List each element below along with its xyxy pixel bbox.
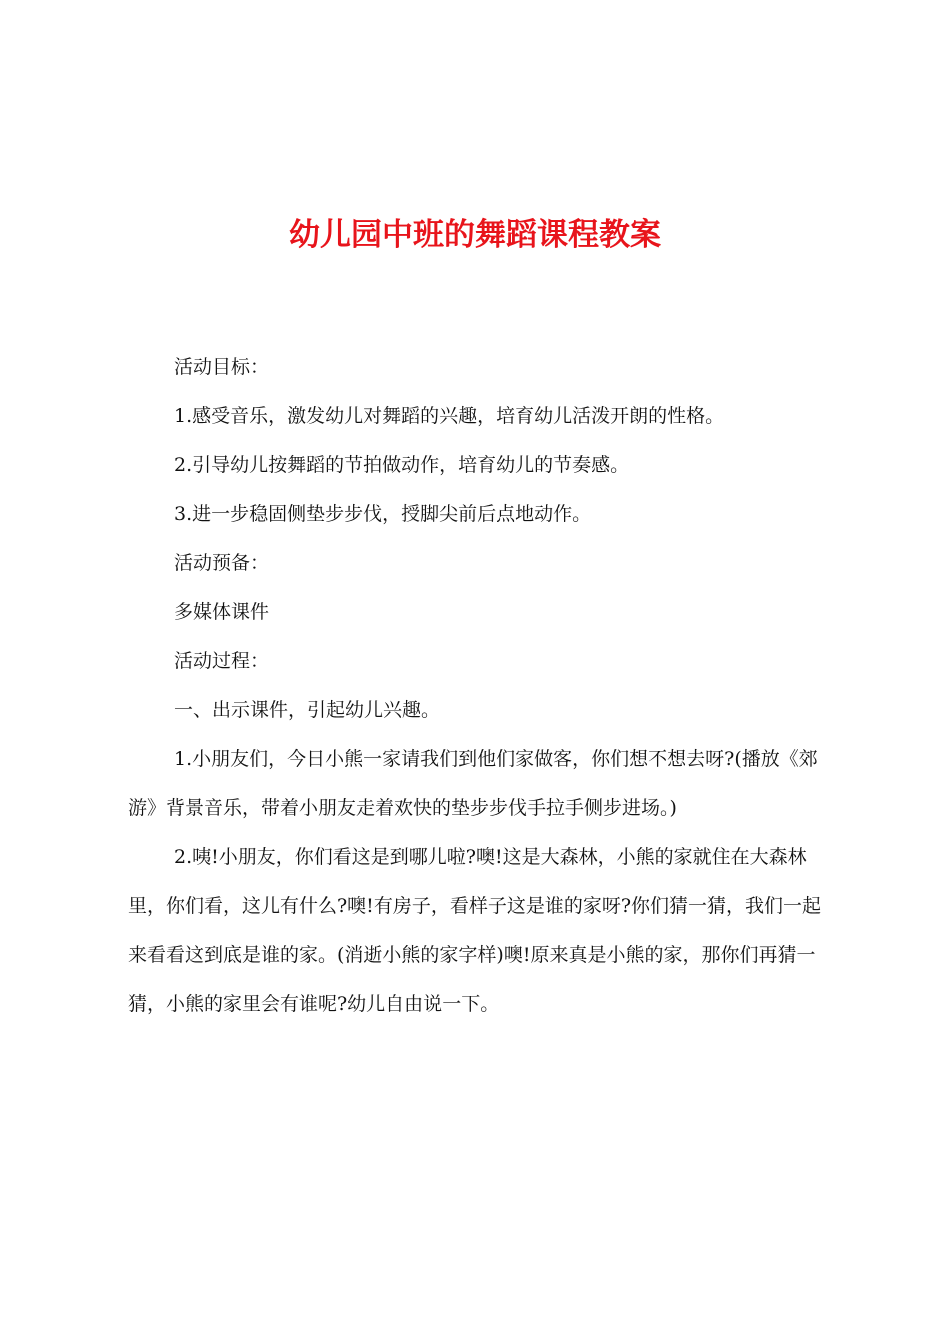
paragraph-section-heading-preparation: 活动预备： bbox=[174, 552, 270, 574]
paragraph-section-heading-goals: 活动目标： bbox=[174, 356, 270, 378]
paragraph-preparation-item: 多媒体课件 bbox=[174, 601, 270, 623]
paragraph-process-step-1: 1.小朋友们，今日小熊一家请我们到他们家做客，你们想不想去呀?(播放《郊游》背景音乐，带着小朋友走着欢快的垫步步伐手拉手侧步进场。) bbox=[128, 748, 818, 819]
paragraph-process-step-2: 2.咦!小朋友，你们看这是到哪儿啦?噢!这是大森林，小熊的家就住在大森林里，你们看，这儿有什么?噢!有房子，看样子这是谁的家呀?你们猜一猜，我们一起来看看这到底是谁的家。(消逝小熊的家字样)噢!原来真是小熊的家，那你们再猜一猜，小熊的家里会有谁呢?幼儿自由说一下。 bbox=[128, 846, 822, 1015]
document-title: 幼儿园中班的舞蹈课程教案 bbox=[289, 217, 661, 253]
paragraph-goal-1: 1.感受音乐，激发幼儿对舞蹈的兴趣，培育幼儿活泼开朗的性格。 bbox=[174, 405, 725, 427]
paragraph-goal-3: 3.进一步稳固侧垫步步伐，授脚尖前后点地动作。 bbox=[174, 503, 592, 525]
document-body bbox=[128, 343, 832, 1029]
paragraph-process-step-heading: 一、出示课件，引起幼儿兴趣。 bbox=[174, 699, 441, 721]
paragraph-section-heading-process: 活动过程： bbox=[174, 650, 270, 672]
paragraph-goal-2: 2.引导幼儿按舞蹈的节拍做动作，培育幼儿的节奏感。 bbox=[174, 454, 630, 476]
